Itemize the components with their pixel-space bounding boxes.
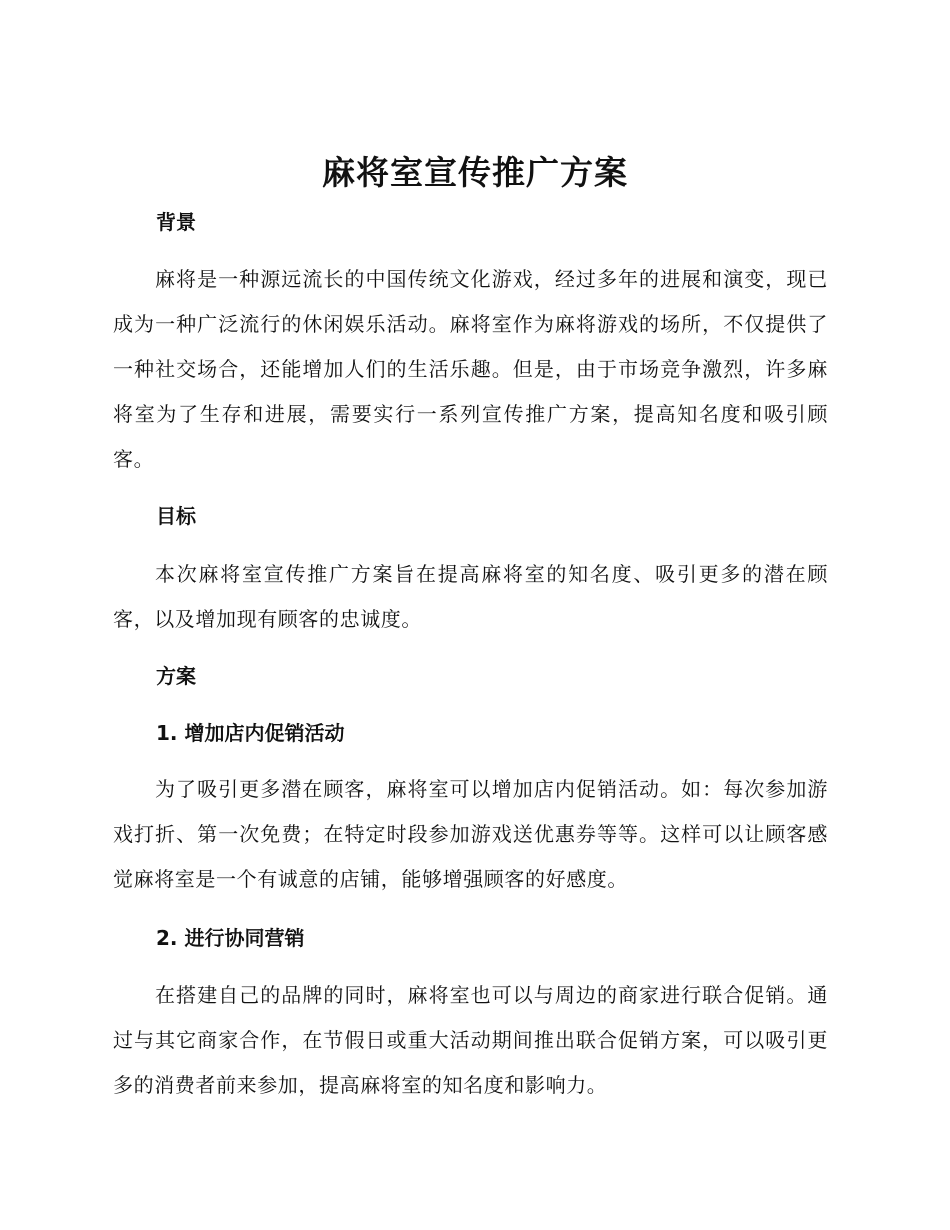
section-heading-item2: 2. 进行协同营销 xyxy=(156,926,305,950)
section-text-background: 麻将是一种源远流长的中国传统文化游戏，经过多年的进展和演变，现已成为一种广泛流行的休闲娱乐活动。麻将室作为麻将游戏的场所，不仅提供了一种社交场合，还能增加人们的生活乐趣。但是，由于市场竞争激烈，许多麻将室为了生存和进展，需要实行一系列宣传推广方案，提高知名度和吸引顾客。 xyxy=(113,267,828,471)
section-text-item2: 在搭建自己的品牌的同时，麻将室也可以与周边的商家进行联合促销。通过与其它商家合作，在节假日或重大活动期间推出联合促销方案，可以吸引更多的消费者前来参加，提高麻将室的知名度和影响力。 xyxy=(113,983,828,1097)
section-heading-item1: 1. 增加店内促销活动 xyxy=(156,721,345,745)
section-text-item1: 为了吸引更多潜在顾客，麻将室可以增加店内促销活动。如：每次参加游戏打折、第一次免费；在特定时段参加游戏送优惠券等等。这样可以让顾客感觉麻将室是一个有诚意的店铺，能够增强顾客的好感度。 xyxy=(113,777,828,891)
section-heading-goal: 目标 xyxy=(156,504,196,528)
section-heading-plan: 方案 xyxy=(156,664,196,688)
page-title: 麻将室宣传推广方案 xyxy=(322,153,628,192)
section-heading-background: 背景 xyxy=(156,210,196,234)
section-text-goal: 本次麻将室宣传推广方案旨在提高麻将室的知名度、吸引更多的潜在顾客，以及增加现有顾客的忠诚度。 xyxy=(113,562,828,631)
